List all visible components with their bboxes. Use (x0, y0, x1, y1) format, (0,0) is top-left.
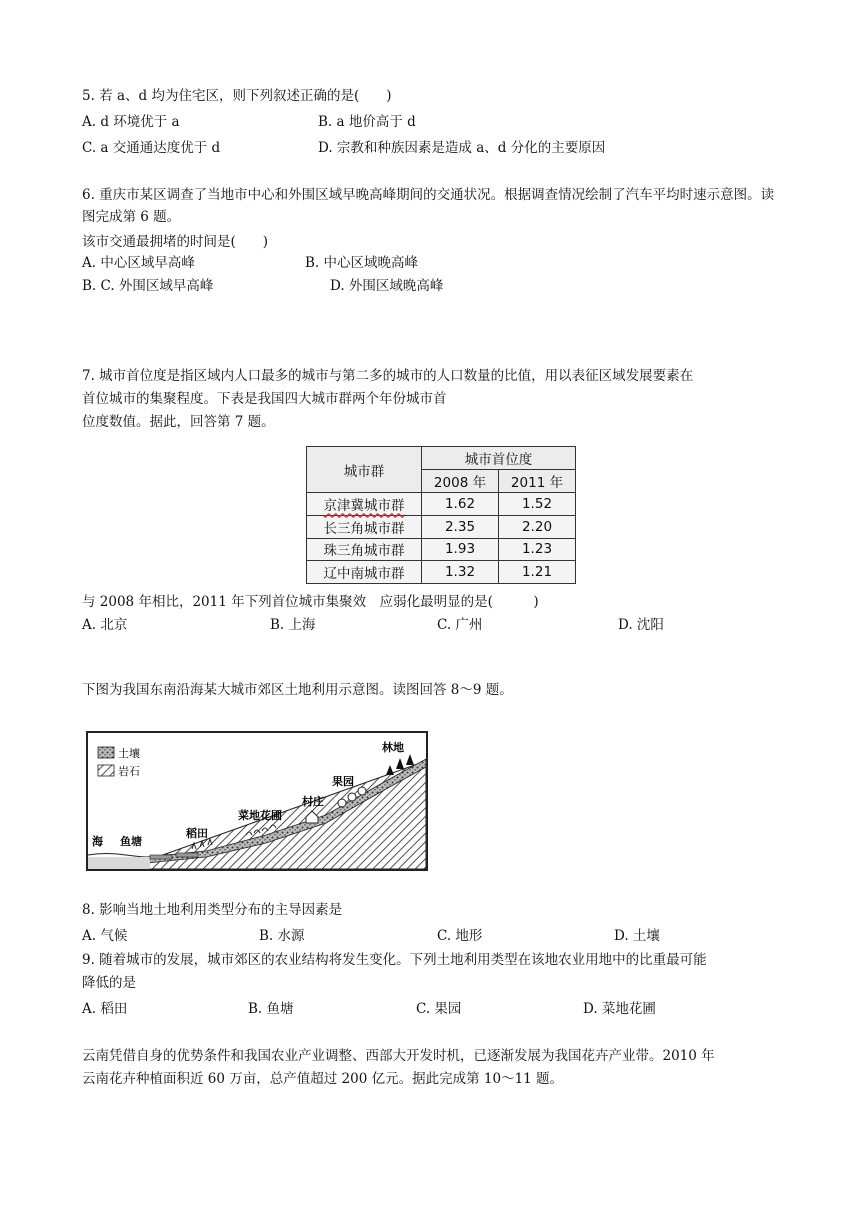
label-veg: 菜地花圃 (238, 809, 282, 822)
table-cell-2008: 1.32 (422, 561, 499, 584)
q7-intro-line1: 7. 城市首位度是指区域内人口最多的城市与第二多的城市的人口数量的比值，用以表征区域发展要素在 (82, 368, 694, 384)
q9-option-c: C. 果园 (416, 1001, 462, 1017)
table-header-year-2008: 2008 年 (422, 470, 499, 493)
label-village: 村庄 (302, 795, 324, 808)
label-fishpond: 鱼塘 (120, 835, 142, 848)
table-cell-2011: 2.20 (499, 515, 576, 538)
legend-soil-label: 土壤 (118, 747, 140, 760)
q8-option-c: C. 地形 (437, 928, 483, 944)
table-row (307, 493, 576, 516)
q7-intro-line3: 位度数值。据此，回答第 7 题。 (82, 414, 275, 430)
table-cell-name: 辽中南城市群 (307, 561, 422, 584)
q1011-intro-line1: 云南凭借自身的优势条件和我国农业产业调整、西部大开发时机，已逐渐发展为我国花卉产业带。2010 年 (82, 1048, 715, 1064)
table-row (307, 538, 576, 561)
q7-option-b: B. 上海 (270, 617, 316, 633)
table-header-primacy: 城市首位度 (422, 447, 576, 470)
label-orchard: 果园 (332, 775, 354, 788)
orchard-tree-icon (358, 787, 366, 795)
table-cell-2008: 2.35 (422, 515, 499, 538)
q7-stem: 与 2008 年相比，2011 年下列首位城市集聚效 应弱化最明显的是( ) (82, 594, 539, 610)
table-header-group: 城市群 (307, 447, 422, 493)
orchard-tree-icon (348, 793, 356, 801)
label-forest: 林地 (382, 741, 404, 754)
q9-stem-line1: 9. 随着城市的发展，城市郊区的农业结构将发生变化。下列土地利用类型在该地农业用地中的比重最可能 (82, 952, 707, 968)
table-cell-2008: 1.62 (422, 493, 499, 516)
q7-intro-line2: 首位城市的集聚程度。下表是我国四大城市群两个年份城市首 (82, 391, 447, 407)
q8-option-d: D. 土壤 (614, 928, 660, 944)
q6-option-d: D. 外围区域晚高峰 (330, 278, 444, 294)
label-sea: 海 (92, 835, 103, 848)
q9-stem-line2: 降低的是 (82, 975, 136, 991)
table-row (307, 561, 576, 584)
land-use-svg (86, 731, 428, 871)
row-name: 京津冀城市群 (323, 497, 405, 514)
table-cell-name: 珠三角城市群 (307, 538, 422, 561)
q5-option-a: A. d 环境优于 a (82, 114, 180, 130)
q5-stem: 5. 若 a、d 均为住宅区，则下列叙述正确的是( ) (82, 88, 392, 104)
fishpond-shape (176, 853, 198, 857)
table-cell-2011: 1.21 (499, 561, 576, 584)
q7-option-a: A. 北京 (82, 617, 128, 633)
q7-option-c: C. 广州 (437, 617, 483, 633)
table-cell-2011: 1.52 (499, 493, 576, 516)
land-use-diagram (86, 731, 428, 871)
q5-option-b: B. a 地价高于 d (318, 114, 416, 130)
q6-intro: 6. 重庆市某区调查了当地市中心和外围区域早晚高峰期间的交通状况。根据调查情况绘制了汽车平均时速示意图。读图完成第 6 题。 (82, 187, 775, 225)
q9-option-d: D. 菜地花圃 (583, 1001, 656, 1017)
sea-area (88, 857, 150, 869)
table-cell-2011: 1.23 (499, 538, 576, 561)
table-row (307, 515, 576, 538)
table-cell-name: 长三角城市群 (307, 515, 422, 538)
q6-option-a: A. 中心区域早高峰 (82, 255, 195, 271)
q6-stem: 该市交通最拥堵的时间是( ) (82, 234, 269, 250)
q9-option-b: B. 鱼塘 (248, 1001, 294, 1017)
table-cell-name (307, 493, 422, 516)
q5-option-d: D. 宗教和种族因素是造成 a、d 分化的主要原因 (318, 140, 606, 156)
q8-option-a: A. 气候 (82, 928, 128, 944)
q6-option-b: B. 中心区域晚高峰 (305, 255, 419, 271)
q1011-intro-line2: 云南花卉种植面积近 60 万亩，总产值超过 200 亿元。据此完成第 10～11 题。 (82, 1071, 564, 1087)
q8-stem: 8. 影响当地土地利用类型分布的主导因素是 (82, 902, 343, 918)
table-cell-2008: 1.93 (422, 538, 499, 561)
legend-rock-swatch (98, 765, 114, 776)
q7-option-d: D. 沈阳 (618, 617, 664, 633)
q5-option-c: C. a 交通通达度优于 d (82, 140, 221, 156)
q8-option-b: B. 水源 (259, 928, 305, 944)
orchard-tree-icon (338, 799, 346, 807)
legend-soil-swatch (98, 747, 114, 758)
q6-option-c: B. C. 外围区域早高峰 (82, 278, 214, 294)
q9-option-a: A. 稻田 (82, 1001, 128, 1017)
city-primacy-table (306, 446, 576, 584)
q89-intro: 下图为我国东南沿海某大城市郊区土地利用示意图。读图回答 8～9 题。 (82, 682, 513, 698)
legend-rock-label: 岩石 (118, 765, 140, 778)
label-paddy: 稻田 (186, 827, 208, 840)
fishpond-shape (150, 855, 172, 859)
table-header-year-2011: 2011 年 (499, 470, 576, 493)
